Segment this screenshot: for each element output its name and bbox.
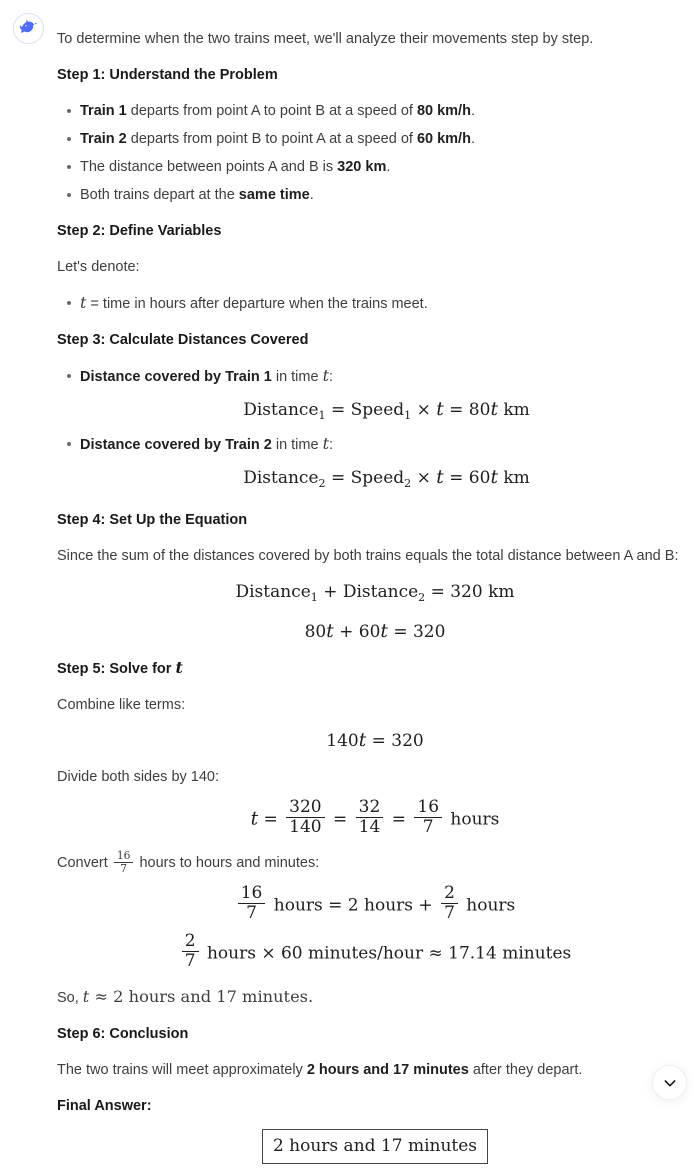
step1-list — [57, 98, 693, 208]
assistant-avatar — [13, 13, 44, 44]
math-equation-hours-split: $\frac{16}{7}$ hours = 2 hours + $\frac{2}{7}$ hours — [57, 886, 693, 926]
list-item: Train 1 departs from point A to point B at a speed of 80 km/h. — [80, 98, 693, 124]
step5-lead1: Combine like terms: — [57, 696, 186, 713]
list-item: t = time in hours after departure when the trains meet. — [80, 290, 693, 317]
step4-heading: Step 4: Set Up the Equation — [57, 511, 248, 528]
deepseek-whale-icon — [19, 19, 39, 39]
step2-list — [57, 290, 693, 317]
list-item-text: Distance covered by Train 1 in time t: — [80, 366, 334, 385]
list-item — [80, 363, 693, 429]
step3-heading: Step 3: Calculate Distances Covered — [57, 332, 309, 348]
step5-lead2: Divide both sides by 140: — [57, 768, 220, 785]
list-item-text: Distance covered by Train 2 in time t: — [80, 433, 334, 453]
math-equation-140t: 140t = 320 — [326, 729, 424, 751]
step6-text: The two trains will meet approximately 2 hours and 17 minutes after they depart. — [57, 1061, 583, 1078]
intro-paragraph: To determine when the two trains meet, we'll analyze their movements step by step. — [57, 31, 594, 47]
step5-lead3: Convert $\frac{16}{7}$ hours to hours and minutes: — [57, 849, 320, 876]
step4-lead: Since the sum of the distances covered by both trains equals the total distance between A and B: — [57, 547, 679, 564]
step5-summary: So, t ≈ 2 hours and 17 minutes. — [57, 986, 314, 1006]
step2-lead: Let's denote: — [57, 259, 140, 275]
chevron-down-icon — [662, 1075, 678, 1091]
list-item: Both trains depart at the same time. — [80, 182, 693, 208]
list-item — [80, 431, 693, 497]
step1-heading: Step 1: Understand the Problem — [57, 67, 278, 83]
math-equation-t-fraction: t = $\frac{320}{140}$ = $\frac{32}{14}$ = $\frac{16}{7}$ hours — [250, 796, 500, 838]
step5-heading: Step 5: Solve for t — [57, 657, 183, 677]
math-equation-minutes: $\frac{2}{7}$ hours × 60 minutes/hour ≈ 17.14 minutes — [57, 934, 693, 974]
math-equation-distance2: Distance$_2$ = Speed$_2$ × t = 60t km — [243, 466, 530, 490]
math-equation-sum: Distance$_1$ + Distance$_2$ = 320 km — [235, 581, 515, 604]
step2-heading: Step 2: Define Variables — [57, 223, 222, 239]
assistant-message — [57, 0, 693, 1172]
list-item: The distance between points A and B is 320 km. — [80, 154, 693, 180]
step6-heading: Step 6: Conclusion — [57, 1025, 189, 1042]
final-answer — [57, 1129, 693, 1164]
scroll-to-bottom-button[interactable] — [652, 1065, 687, 1100]
final-answer-heading: Final Answer: — [57, 1097, 152, 1114]
math-equation-distance1: Distance$_1$ = Speed$_1$ × t = 80t km — [243, 399, 530, 422]
step3-list — [57, 363, 693, 497]
final-answer-box: 2 hours and 17 minutes — [262, 1129, 488, 1164]
list-item: Train 2 departs from point B to point A at a speed of 60 km/h. — [80, 126, 693, 152]
math-equation-80t-60t: 80t + 60t = 320 — [304, 620, 446, 642]
